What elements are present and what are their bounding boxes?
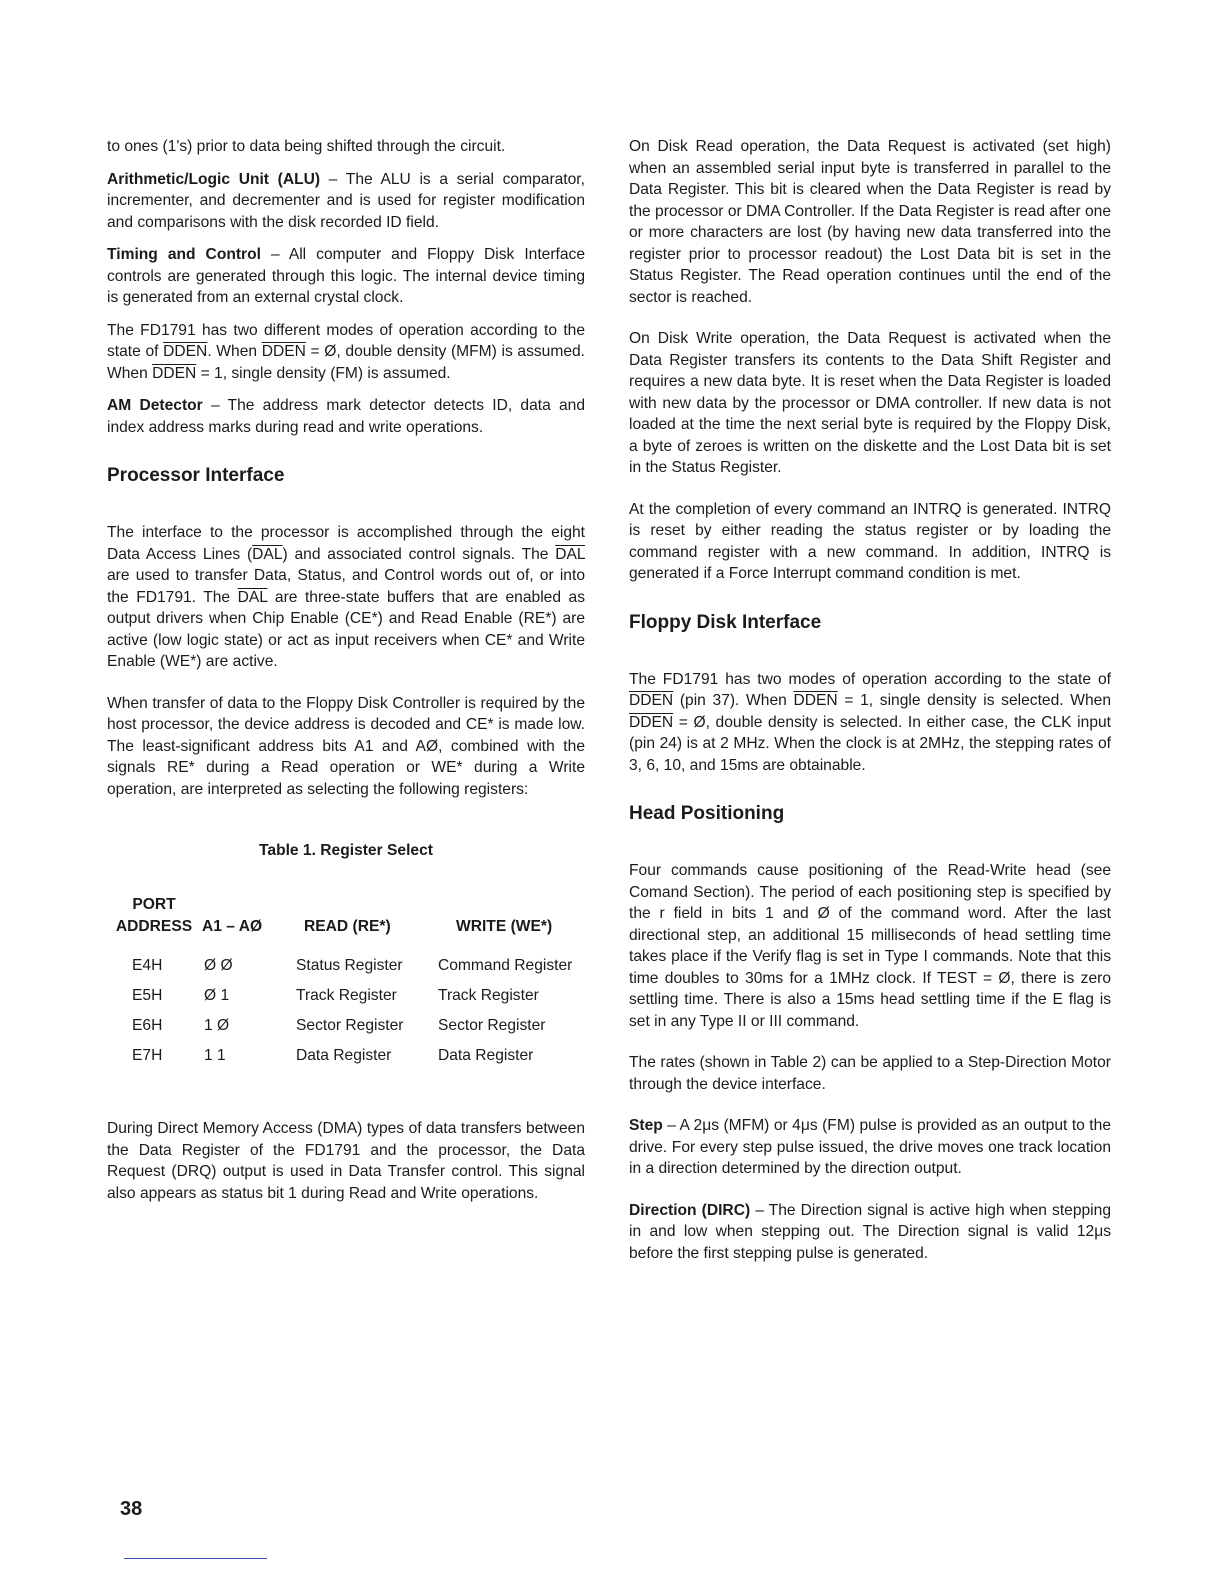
fdi-text-d: = Ø, double density is selected. In either case, the CLK input (pin 24) is at 2 MHz. When the clock is at 2MHz, the stepping rates of 3, 6, 10, and 15ms are obtainable. <box>629 713 1111 774</box>
cell-read: Sector Register <box>296 1017 404 1034</box>
paragraph-shift: to ones (1's) prior to data being shifted through the circuit. <box>107 138 506 155</box>
fdi-text-b: (pin 37). When <box>673 692 794 709</box>
paragraph-dma: During Direct Memory Access (DMA) types of data transfers between the Data Register of the FD1791 and the processor, the Data Request (DRQ) output is used in Data Transfer control. This signal also appears as status bit 1 during Read and Write operations. <box>107 1120 585 1202</box>
dden-signal: DDEN <box>793 692 838 709</box>
paragraph-direction <box>629 1200 1111 1265</box>
paragraph-intrq: At the completion of every command an INTRQ is generated. INTRQ is reset by either reading the status register or by loading the command register with a new command. In addition, INTRQ is generated if a Force Interrupt command condition is met. <box>629 500 1111 582</box>
cell-read: Data Register <box>296 1047 392 1064</box>
term-alu: Arithmetic/Logic Unit (ALU) <box>107 170 321 188</box>
paragraph-processor-interface <box>107 522 585 673</box>
dden-signal: DDEN <box>152 364 197 382</box>
footer-rule <box>124 1558 267 1559</box>
paragraph-write-operation: On Disk Write operation, the Data Request is activated when the Data Register transfers its contents to the Data Shift Register and requires a new data byte. It is reset when the Data Register is loaded with new data by the processor or DMA controller. If new data is not loaded at the time the next serial byte is required by the Floppy Disk, a byte of zeroes is written on the diskette and the Lost Data bit is set in the Status Register. <box>629 330 1111 476</box>
cell-bits: Ø Ø <box>204 957 233 974</box>
header-write: WRITE (WE*) <box>456 918 553 935</box>
register-select-table <box>107 894 585 1072</box>
heading-processor-interface: Processor Interface <box>107 465 285 486</box>
direction-text: – The Direction signal is active high when stepping in and low when stepping out. The Direction signal is valid 12μs before the first stepping pulse is generated. <box>629 1201 1111 1262</box>
term-am-detector: AM Detector <box>107 397 203 414</box>
cell-port: E4H <box>132 957 163 974</box>
cell-read: Track Register <box>296 987 397 1004</box>
alu-text: – The ALU is a serial comparator, incrementer, and decrementer and is used for register modification and comparisons with the disk recorded ID field. <box>107 170 585 231</box>
paragraph-timing <box>107 244 585 309</box>
header-port-address: PORT ADDRESS <box>115 896 193 935</box>
modes-text-b: . When <box>207 343 262 360</box>
fdi-text-c: = 1, single density is selected. When <box>837 692 1111 709</box>
table-header-row <box>107 894 585 952</box>
cell-write: Track Register <box>438 987 539 1004</box>
dden-signal: DDEN <box>163 343 208 360</box>
cell-port: E7H <box>132 1047 163 1064</box>
dden-signal: DDEN <box>261 343 306 360</box>
heading-head-positioning: Head Positioning <box>629 803 785 824</box>
left-column <box>107 136 585 1215</box>
cell-write: Sector Register <box>438 1017 546 1034</box>
cell-write: Data Register <box>438 1047 534 1064</box>
paragraph-step <box>629 1115 1111 1180</box>
am-text: – The address mark detector detects ID, data and index address marks during read and write operations. <box>107 397 586 436</box>
fdi-text-a: The FD1791 has two modes of operation according to the state of <box>629 670 1111 688</box>
pi-text-b: ) and associated control signals. The <box>282 545 556 563</box>
paragraph-alu <box>107 169 585 234</box>
modes-text-a: The FD1791 has two different modes of operation according to the state of <box>107 321 585 360</box>
cell-write: Command Register <box>438 957 573 974</box>
paragraph-modes <box>107 320 585 385</box>
step-text: – A 2μs (MFM) or 4μs (FM) pulse is provided as an output to the drive. For every step pulse issued, the drive moves one track location in a direction determined by the direction output. <box>629 1117 1111 1177</box>
cell-bits: 1 Ø <box>204 1017 230 1034</box>
term-step: Step <box>629 1117 663 1134</box>
timing-text: – All computer and Floppy Disk Interface controls are generated through this logic. The internal device timing is generated from an external crystal clock. <box>107 246 585 306</box>
table-title: Table 1. Register Select <box>259 842 433 859</box>
header-read: READ (RE*) <box>304 918 391 935</box>
pi-text-a: The interface to the processor is accomplished through the eight Data Access Lines ( <box>107 524 585 563</box>
paragraph-rates: The rates (shown in Table 2) can be applied to a Step-Direction Motor through the device interface. <box>629 1054 1111 1093</box>
paragraph-transfer: When transfer of data to the Floppy Disk Controller is required by the host processor, the device address is decoded and CE* is made low. The least-significant address bits A1 and AØ, combined with the signals RE* during a Read operation or WE* during a Write operation, are interpreted as selecting the following registers: <box>107 694 585 798</box>
header-a1-a0: A1 – AØ <box>202 918 263 935</box>
pi-text-d: are three-state buffers that are enabled as output drivers when Chip Enable (CE*) and Read Enable (RE*) are active (low logic state) or act as input receivers when CE* and Write Enable (WE*) are active. <box>107 588 585 670</box>
paragraph-am-detector <box>107 395 585 438</box>
modes-text-c: = Ø, double density (MFM) is assumed. When <box>107 343 586 382</box>
cell-port: E6H <box>132 1017 163 1034</box>
page-number: 38 <box>120 1498 143 1520</box>
term-direction: Direction (DIRC) <box>629 1201 751 1219</box>
paragraph-read-operation: On Disk Read operation, the Data Request is activated (set high) when an assembled serial input byte is transferred in parallel to the Data Register. This bit is cleared when the Data Register is read by the processor or DMA Controller. If the Data Register is read after one or more characters are lost (by having new data transferred into the register prior to processor readout) the Lost Data bit is set in the Status Register. The Read operation continues until the end of the sector is reached. <box>629 138 1111 306</box>
right-column <box>629 136 1111 1275</box>
heading-floppy-disk-interface: Floppy Disk Interface <box>629 611 822 633</box>
table-row <box>107 982 585 1012</box>
cell-port: E5H <box>132 987 163 1004</box>
table-row <box>107 1042 585 1072</box>
dal-signal: $\overline{DAL}$ <box>555 545 585 563</box>
dden-signal: DDEN <box>629 713 674 731</box>
dal-signal: $\overline{DAL}$ <box>237 588 268 606</box>
paragraph-floppy-interface <box>629 669 1111 777</box>
pi-text-c: are used to transfer Data, Status, and Control words out of, or into the FD1791. The <box>107 567 585 606</box>
table-row <box>107 952 585 982</box>
dal-signal: $\overline{DAL}$ <box>252 545 283 563</box>
table-row <box>107 1012 585 1042</box>
cell-bits: Ø 1 <box>204 987 230 1004</box>
modes-text-d: = 1, single density (FM) is assumed. <box>196 364 451 382</box>
cell-bits: 1 1 <box>204 1047 226 1064</box>
paragraph-head-positioning: Four commands cause positioning of the Read-Write head (see Comand Section). The period of each positioning step is specified by the r field in bits 1 and Ø of the command word. After the last directional step, an additional 15 milliseconds of head settling time takes place if the Verify flag is set in Type I commands. Note that this time doubles to 30ms for a 1MHz clock. If TEST = Ø, there is zero settling time. There is also a 15ms head settling time if the E flag is set in any Type II or III command. <box>629 862 1111 1030</box>
term-timing: Timing and Control <box>107 246 261 263</box>
cell-read: Status Register <box>296 957 403 974</box>
dden-signal: DDEN <box>629 692 674 709</box>
